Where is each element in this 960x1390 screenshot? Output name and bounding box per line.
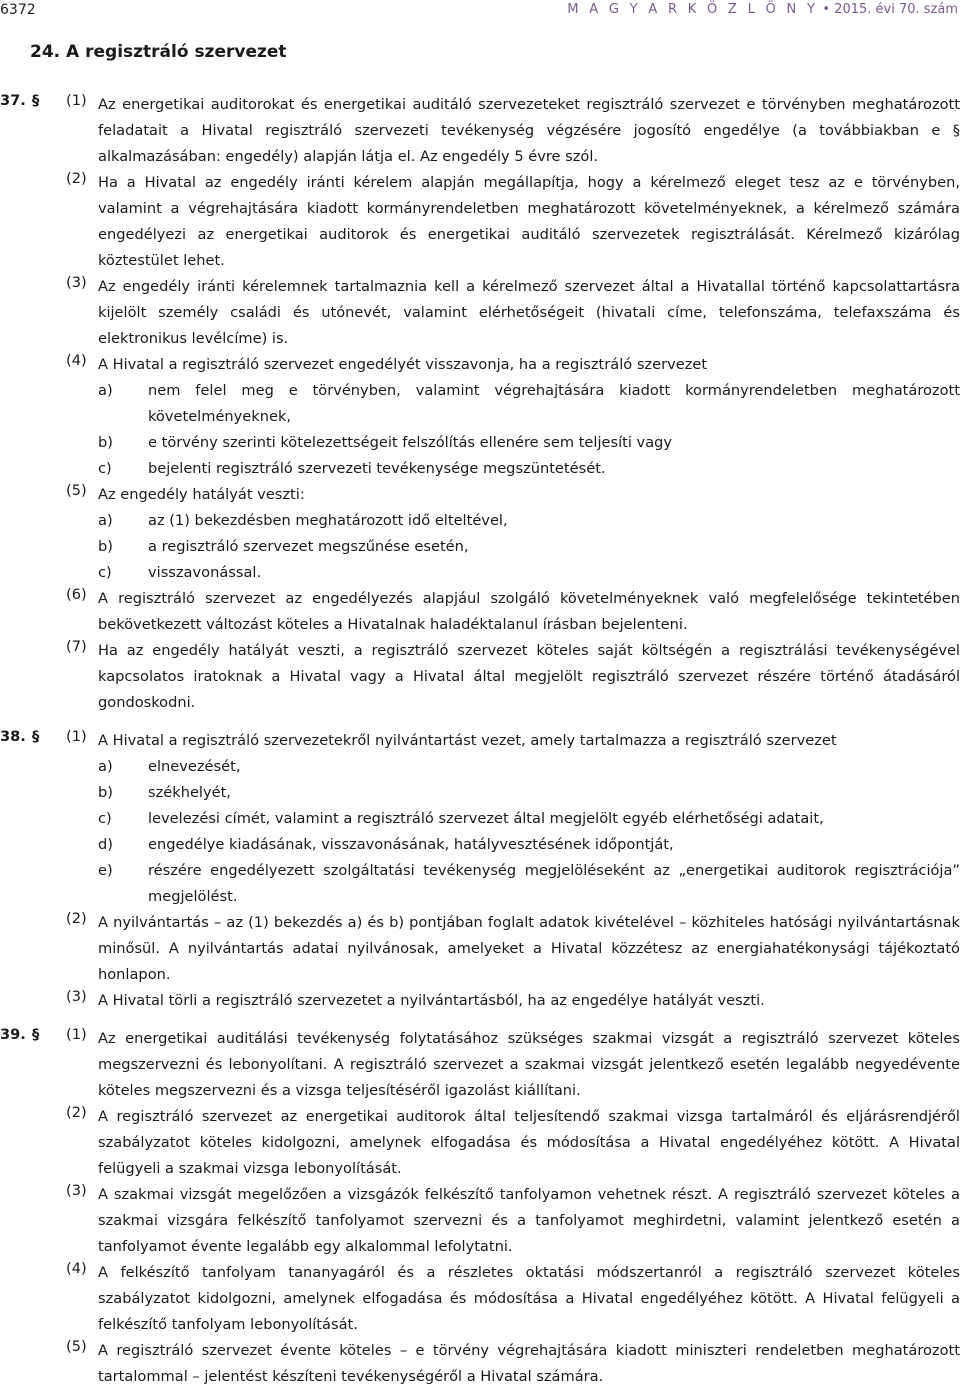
list-item-label: a) xyxy=(98,512,113,529)
paragraph-text: A felkészítő tanfolyam tananyagáról és a részletes oktatási módszertanról a regisztráló szervezet köteles szabályzatot kidolgozni, amelynek elfogadása és módosítása a Hivatal engedélyéhez kötött. A Hivatal felügyeli a felkészítő tanfolyam lebonyolítását. xyxy=(98,1264,960,1333)
paragraph-block xyxy=(0,586,960,638)
paragraph-number: (2) xyxy=(66,910,87,927)
list-item-text: részére engedélyezett szolgáltatási tevékenység megjelöléseként az „energetikai auditorok regisztrációja” megjelölést. xyxy=(148,862,960,905)
running-header xyxy=(567,2,958,17)
paragraph-block xyxy=(0,988,960,1014)
paragraph-text: Az engedély hatályát veszti: xyxy=(98,486,305,503)
list-item-label: c) xyxy=(98,810,112,827)
section-number: 37. xyxy=(0,92,26,109)
list-item-text: levelezési címét, valamint a regisztráló szervezet által megjelölt egyéb elérhetőségi adatait, xyxy=(148,810,824,827)
paragraph-block xyxy=(0,352,960,482)
section-number: 38. xyxy=(0,728,26,745)
paragraph-block xyxy=(0,910,960,988)
header-separator: • xyxy=(822,2,831,17)
list-item-text: engedélye kiadásának, visszavonásának, hatályvesztésének időpontját, xyxy=(148,836,674,853)
paragraph-text: A regisztráló szervezet az energetikai auditorok által teljesítendő szakmai vizsga tartalmáról és eljárásrendjéről szabályzatot köteles kidolgozni, amelynek elfogadása és módosítása a Hivatal engedélyéhez kötött. A Hivatal felügyeli a szakmai vizsga lebonyolítását. xyxy=(98,1108,960,1177)
list-item xyxy=(0,560,960,586)
section-block xyxy=(0,1026,960,1390)
list-item xyxy=(0,456,960,482)
list-item-text: a regisztráló szervezet megszűnése esetén, xyxy=(148,538,469,555)
issue-number: 2015. évi 70. szám xyxy=(834,2,958,17)
paragraph-number: (1) xyxy=(66,92,87,109)
paragraph-text: Az engedély iránti kérelemnek tartalmaznia kell a kérelmező szervezet által a Hivatallal történő kapcsolattartásra kijelölt személy családi és utónevét, valamint elérhetőségeit (hivatali címe, telefonszáma, telefaxszáma és elektronikus levélcíme) is. xyxy=(98,278,960,347)
paragraph-text: Az energetikai auditorokat és energetikai auditáló szervezeteket regisztráló szervezet e törvényben meghatározott feladatait a Hivatal regisztráló szervezeti tevékenység végzésére jogosító engedélye (a továbbiakban e § alkalmazásában: engedély) alapján látja el. Az engedély 5 évre szól. xyxy=(98,96,960,165)
paragraph-text: A regisztráló szervezet évente köteles – e törvény végrehajtására kiadott miniszteri rendeletben meghatározott tartalommal – jelentést készíteni tevékenységéről a Hivatal számára. xyxy=(98,1342,960,1385)
list-item xyxy=(0,534,960,560)
section-gap xyxy=(0,716,960,728)
paragraph-text: Ha a Hivatal az engedély iránti kérelem alapján megállapítja, hogy a kérelmező eleget tesz az e törvényben, valamint a végrehajtására kiadott kormányrendeletben meghatározott követelményeknek, a kérelmező számára engedélyezi az energetikai auditorok és energetikai auditáló szervezetek regisztrálását. Kérelmező kizárólag köztestület lehet. xyxy=(98,174,960,269)
list-item-label: e) xyxy=(98,862,113,879)
page-number: 6372 xyxy=(0,2,36,18)
section-block xyxy=(0,92,960,716)
paragraph-text: Az energetikai auditálási tevékenység folytatásához szükséges szakmai vizsgát a regisztráló szervezet köteles megszervezni és lebonyolítani. A regisztráló szervezet a szakmai vizsgát jelentkező esetén legalább negyedévente köteles megszervezni és a vizsga teljesítéséről igazolást kiállítani. xyxy=(98,1030,960,1099)
list-item xyxy=(0,754,960,780)
paragraph-block xyxy=(0,170,960,274)
list-item xyxy=(0,858,960,910)
paragraph-text: A regisztráló szervezet az engedélyezés alapjául szolgáló követelményeknek való megfelelősége tekintetében bekövetkezett változást köteles a Hivatalnak haladéktalanul írásban bejelenteni. xyxy=(98,590,960,633)
paragraph-number: (4) xyxy=(66,352,87,369)
section-title: 24. A regisztráló szervezet xyxy=(30,42,287,62)
section-gap xyxy=(0,1014,960,1026)
paragraph-text: A Hivatal törli a regisztráló szervezetet a nyilvántartásból, ha az engedélye hatályát veszti. xyxy=(98,992,765,1009)
list-item-label: c) xyxy=(98,564,112,581)
paragraph-number: (4) xyxy=(66,1260,87,1277)
paragraph-number: (6) xyxy=(66,586,87,603)
paragraph-block xyxy=(0,1338,960,1390)
paragraph-number: (3) xyxy=(66,988,87,1005)
list-item-label: c) xyxy=(98,460,112,477)
paragraph-block xyxy=(0,1260,960,1338)
paragraph-block xyxy=(0,1026,960,1104)
paragraph-block xyxy=(0,728,960,910)
paragraph-number: (2) xyxy=(66,1104,87,1121)
paragraph-text: A szakmai vizsgát megelőzően a vizsgázók felkészítő tanfolyamon vehetnek részt. A regisztráló szervezet köteles a szakmai vizsgára felkészítő tanfolyamot szervezni és a tanfolyamot meghirdetni, valamint jelentkező esetén a tanfolyamot évente legalább egy alkalommal lefolytatni. xyxy=(98,1186,960,1255)
list-item-text: nem felel meg e törvényben, valamint végrehajtására kiadott kormányrendeletben meghatározott követelményeknek, xyxy=(148,382,960,425)
paragraph-number: (1) xyxy=(66,1026,87,1043)
list-item xyxy=(0,780,960,806)
paragraph-block xyxy=(0,482,960,586)
paragraph-sign: § xyxy=(32,92,40,109)
list-item xyxy=(0,430,960,456)
list-item-label: a) xyxy=(98,758,113,775)
paragraph-text: A Hivatal a regisztráló szervezetekről nyilvántartást vezet, amely tartalmazza a regisztráló szervezet xyxy=(98,732,837,749)
paragraph-block xyxy=(0,274,960,352)
paragraph-sign: § xyxy=(32,728,40,745)
list-item xyxy=(0,832,960,858)
section-number: 39. xyxy=(0,1026,26,1043)
list-item-text: e törvény szerinti kötelezettségeit felszólítás ellenére sem teljesíti vagy xyxy=(148,434,673,451)
list-item xyxy=(0,508,960,534)
list-item xyxy=(0,378,960,430)
paragraph-block xyxy=(0,1104,960,1182)
list-item xyxy=(0,806,960,832)
list-item-label: b) xyxy=(98,434,113,451)
paragraph-number: (3) xyxy=(66,274,87,291)
paragraph-text: Ha az engedély hatályát veszti, a regisztráló szervezet köteles saját költségén a regisztrálási tevékenységével kapcsolatos iratoknak a Hivatal vagy a Hivatal által megjelölt regisztráló szervezet részére történő átadásáról gondoskodni. xyxy=(98,642,960,711)
section-block xyxy=(0,728,960,1014)
paragraph-number: (2) xyxy=(66,170,87,187)
list-item-text: elnevezését, xyxy=(148,758,241,775)
list-item-text: bejelenti regisztráló szervezeti tevékenysége megszüntetését. xyxy=(148,460,606,477)
list-item-text: visszavonással. xyxy=(148,564,262,581)
list-item-label: d) xyxy=(98,836,113,853)
paragraph-text: A nyilvántartás – az (1) bekezdés a) és b) pontjában foglalt adatok kivételével – közhiteles hatósági nyilvántartásnak minősül. A nyilvántartás adatai nyilvánosak, amelyeket a Hivatal közzétesz az energiahatékonysági tájékoztató honlapon. xyxy=(98,914,960,983)
list-item-label: b) xyxy=(98,538,113,555)
paragraph-number: (3) xyxy=(66,1182,87,1199)
paragraph-text: A Hivatal a regisztráló szervezet engedélyét visszavonja, ha a regisztráló szervezet xyxy=(98,356,708,373)
publication-name: M A G Y A R K Ö Z L Ö N Y xyxy=(567,2,819,17)
list-item-label: a) xyxy=(98,382,113,399)
paragraph-block xyxy=(0,638,960,716)
paragraph-number: (5) xyxy=(66,482,87,499)
paragraph-number: (1) xyxy=(66,728,87,745)
paragraph-sign: § xyxy=(32,1026,40,1043)
list-item-text: az (1) bekezdésben meghatározott idő elteltével, xyxy=(148,512,508,529)
list-item-text: székhelyét, xyxy=(148,784,231,801)
list-item-label: b) xyxy=(98,784,113,801)
paragraph-block xyxy=(0,1182,960,1260)
paragraph-block xyxy=(0,92,960,170)
paragraph-number: (7) xyxy=(66,638,87,655)
paragraph-number: (5) xyxy=(66,1338,87,1355)
legal-text-body xyxy=(0,92,960,1390)
